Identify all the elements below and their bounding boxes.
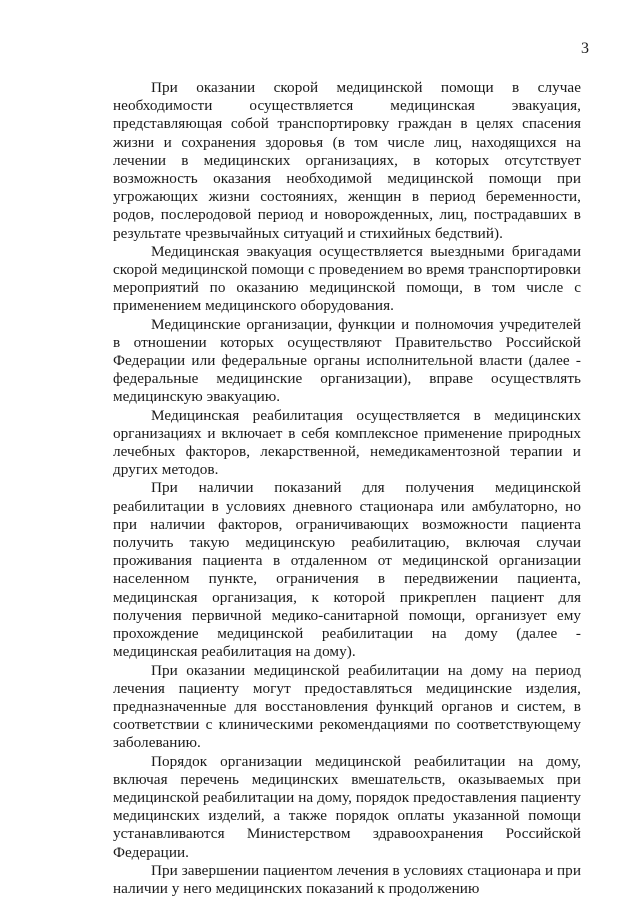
paragraph-organization-procedure: Порядок организации медицинской реабилитации на дому, включая перечень медицинских вмешательств, оказываемых при медицинской реабилитации на дому, порядок предоставления пациенту медицинских изделий, а также порядок оплаты указанной помощи устанавливаются Министерством здравоохранения Российской Федерации. (113, 752, 581, 861)
paragraph-medical-rehabilitation: Медицинская реабилитация осуществляется в медицинских организациях и включает в себя комплексное применение природных лечебных факторов, лекарственной, немедикаментозной терапии и других методов. (113, 406, 581, 479)
paragraph-inpatient-completion: При завершении пациентом лечения в условиях стационара и при наличии у него медицинских показаний к продолжению (113, 861, 581, 897)
paragraph-home-rehabilitation-indications: При наличии показаний для получения медицинской реабилитации в условиях дневного стационара или амбулаторно, но при наличии факторов, ограничивающих возможности пациента получить такую медицинскую реабилитацию, включая случаи проживания пациента в отдаленном от медицинской организации населенном пункте, ограничения в передвижении пациента, медицинская организация, к которой прикреплен пациент для получения первичной медико-санитарной помощи, организует ему прохождение медицинской реабилитации на дому (далее - медицинская реабилитация на дому). (113, 479, 581, 661)
paragraph-medical-devices: При оказании медицинской реабилитации на дому на период лечения пациенту могут предоставляться медицинские изделия, предназначенные для восстановления функций органов и систем, в соответствии с клиническими рекомендациями по соответствующему заболеванию. (113, 661, 581, 752)
document-body (113, 79, 581, 898)
paragraph-evacuation-brigades: Медицинская эвакуация осуществляется выездными бригадами скорой медицинской помощи с проведением во время транспортировки мероприятий по оказанию медицинской помощи, в том числе с применением медицинского оборудования. (113, 242, 581, 315)
paragraph-federal-organizations: Медицинские организации, функции и полномочия учредителей в отношении которых осуществляют Правительство Российской Федерации или федеральные органы исполнительной власти (далее - федеральные медицинские организации), вправе осуществлять медицинскую эвакуацию. (113, 315, 581, 406)
paragraph-medical-evacuation: При оказании скорой медицинской помощи в случае необходимости осуществляется медицинская эвакуация, представляющая собой транспортировку граждан в целях спасения жизни и сохранения здоровья (в том числе лиц, находящихся на лечении в медицинских организациях, в которых отсутствует возможность оказания необходимой медицинской помощи при угрожающих жизни состояниях, женщин в период беременности, родов, послеродовой период и новорожденных, лиц, пострадавших в результате чрезвычайных ситуаций и стихийных бедствий). (113, 79, 581, 242)
page-number: 3 (581, 40, 589, 57)
